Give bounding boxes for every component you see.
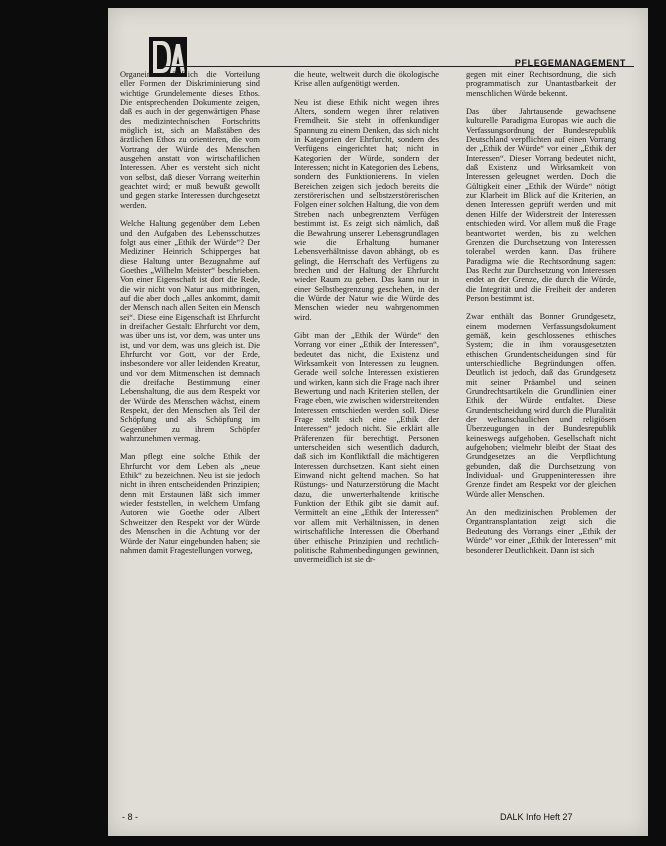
- paragraph: Welche Haltung gegenüber dem Leben und den Aufgaben des Lebensschutzes folgt aus einer „Ethik der Würde“? Der Mediziner Heinrich Schipperges hat diese Haltung unter Bezugnahme auf Goethes „Wilhelm Meister“ beschrieben. Von einer Eigenschaft ist dort die Rede, die wir nicht von Natur aus mitbringen, auf die aber doch „alles ankommt, damit der Mensch nach allen Seiten ein Mensch sei“. Diese eine Eigenschaft ist Ehrfurcht in dreifacher Gestalt: Ehrfurcht vor dem, was über uns ist, vor dem, was unter uns ist, und vor dem, was uns gleich ist. Die Ehrfurcht vor Gott, vor der Erde, insbesondere vor aller leidenden Kreatur, und vor dem Mitmenschen ist demnach die dreifache Bestimmung einer Lebenshaltung, die aus dem Respekt vor der Würde des Menschen wächst, einem Respekt, der den Menschen als Teil der Schöpfung und als Schöpfung im Gegenüber zu ihrem Schöpfer wahrzunehmen vermag.: [120, 219, 260, 444]
- text-column-2: [294, 70, 439, 574]
- paragraph: An den medizinischen Problemen der Organtransplantation zeigt sich die Bedeutung des Vorrangs einer „Ethik der Würde“ vor einer „Ethik der Interessen“ mit besonderer Deutlichkeit. Dann ist sich: [466, 508, 616, 555]
- paragraph: Das über Jahrtausende gewachsene kulturelle Paradigma Europas wie auch die Verfassungsordnung der Bundesrepublik Deutschland verpflichten auf einen Vorrang der „Ethik der Würde“ vor einer „Ethik der Interessen“. Dieser Vorrang bedeutet nicht, daß Existenz und Wirksamkeit von Interessen geleugnet werden. Doch die Gültigkeit einer „Ethik der Würde“ nötigt zur Klarheit im Blick auf die Kriterien, an denen Interessen geprüft werden und mit denen Hilfe der Widerstreit der Interessen entschieden wird. Vor allem muß die Frage beantwortet werden, bis zu welchen Grenzen die Durchsetzung von Interessen tolerabel werden kann. Das frühere Paradigma wie die Rechtsordnung sagen: Das Recht zur Durchsetzung von Interessen endet an der Grenze, die durch die Würde, die Integrität und die Freiheit der anderen Person bestimmt ist.: [466, 107, 616, 303]
- page-number: - 8 -: [122, 812, 139, 822]
- paragraph: Neu ist diese Ethik nicht wegen ihres Alters, sondern wegen ihrer relativen Fremdheit. Sie steht in offenkundiger Spannung zu einem Denken, das sich nicht in Kategorien der Ehrfurcht, sondern des Verfügens eingerichtet hat; nicht in Kategorien der Würde, sondern der Interessen; nicht in Kategorien des Lebens, sondern des Funktionierens. In vielen Bereichen zeigen sich jedoch bereits die zerstörerischen und selbstzerstörerischen Folgen einer solchen Haltung, die von dem Streben nach unbegrenztem Verfügen bestimmt ist. Es zeigt sich nämlich, daß die Bewahrung unserer Lebensgrundlagen wie die Erhaltung humaner Lebensverhältnisse davon abhängt, ob es gelingt, die Herrschaft des Verfügens zu brechen und der Haltung der Ehrfurcht wieder Raum zu geben. Das kann nur in einer Selbstbegrenzung geschehen, in der die Würde der Natur wie die Würde des Menschen wieder neu wahrgenommen wird.: [294, 97, 439, 322]
- paragraph: Gibt man der „Ethik der Würde“ den Vorrang vor einer „Ethik der Interessen“, bedeutet das nicht, die Existenz und Wirksamkeit von Interessen zu leugnen. Gerade weil solche Interessen existieren und wirken, kann sich die Frage nach ihrer Bewertung und nach Kriterien stellen, der Frage eben, wie zwischen widerstreitenden Interessen entschieden werden soll. Diese Frage stellt sich eine „Ethik der Interessen“ jedoch nicht. Sie erklärt alle Präferenzen für berechtigt. Personen unterscheiden sich wesentlich dadurch, daß sich im Konfliktfall die mächtigeren Interessen durchsetzen. Kant sieht einen Einwand nicht geltend machen. So hat Rüstungs- und Naturzerstörung die Macht dazu, die unwerterhaltende kritische Funktion der Ethik gibt sie damit auf. Vermittelt an eine „Ethik der Interessen“ vor allem mit Verhältnissen, in denen wirtschaftliche Interessen die Oberhand über ethische Prinzipien und rechtlich-politische Rahmenbedingungen gewinnen, unvermeidlich ist sie dr-: [294, 330, 439, 565]
- paragraph: Zwar enthält das Bonner Grundgesetz, einem modernen Verfassungsdokument gemäß, kein geschlossenes ethisches System; die in ihm vorausgesetzten ethischen Grundentscheidungen sind für unterschiedliche Begründungen offen. Deutlich ist jedoch, daß das Grundgesetz mit seiner Präambel und seinen Grundrechtsartikeln die Grundlinien einer Ethik der Würde entfaltet. Diese Grundentscheidung wird durch die Pluralität der weltanschaulichen und religiösen Überzeugungen in der Bundesrepublik keineswegs aufgehoben. Gesellschaft nicht aufgehoben; vielmehr bleibt der Staat des Grundgesetzes an die Verpflichtung gebunden, daß die Durchsetzung von Individual- und Gruppeninteressen ihre Grenze findet am Respekt vor der gleichen Würde aller Menschen.: [466, 312, 616, 499]
- paragraph: die heute, weltweit durch die ökologische Krise allen aufgenötigt werden.: [294, 70, 439, 89]
- paragraph: Organeinverschließlich die Vorteilung eller Formen der Diskriminierung sind wichtige Grundelemente dieses Ethos. Die entsprechenden Dokumente zeigen, daß es auch in der gegenwärtigen Phase des medizintechnischen Fortschritts möglich ist, sich an Maßstäben des ärztlichen Ethos zu orientieren, die vom Vortrang der Würde des Menschen ausgehen anstatt von wirtschaftlichen Interessen. Aber es versteht sich nicht von selbst, daß dieser Vorrang weiterhin geachtet wird; er muß bewußt gewollt und gegen starke Interessen durchgesetzt werden.: [120, 70, 260, 210]
- header-rule: [164, 66, 634, 67]
- text-column-3: [466, 70, 616, 564]
- paragraph: Man pflegt eine solche Ethik der Ehrfurcht vor dem Leben als „neue Ethik“ zu bezeichnen. Neu ist sie jedoch nicht in ihren entscheidenden Prinzipien; denn mit Erstaunen läßt sich immer wieder feststellen, in welchem Umfang Autoren wie Goethe oder Albert Schweitzer den Respekt vor der Würde des Menschen in die Achtung vor der Würde der Natur eingebunden haben; sie nahmen damit Fragestellungen vorweg,: [120, 452, 260, 555]
- paragraph: gegen mit einer Rechtsordnung, die sich programmatisch zur Unantastbarkeit der menschlichen Würde bekennt.: [466, 70, 616, 98]
- journal-issue: DALK Info Heft 27: [500, 812, 573, 822]
- journal-page: [108, 8, 648, 836]
- running-head: PFLEGEMANAGEMENT: [514, 58, 626, 68]
- text-column-1: [120, 70, 260, 564]
